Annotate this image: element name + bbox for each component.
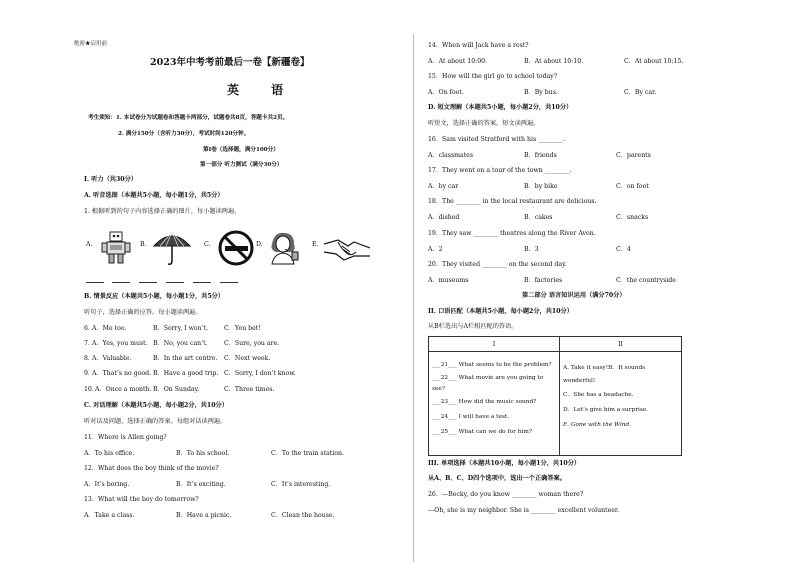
option-b[interactable]: B．Have a picnic.: [176, 512, 232, 519]
question-text: 20．They visited ________ on the second day.: [428, 261, 567, 268]
option-c[interactable]: C．snacks: [616, 214, 649, 221]
option-b[interactable]: B．factories: [524, 277, 563, 284]
option-a[interactable]: A．dished: [428, 214, 460, 221]
pic-label-b: B.: [140, 241, 147, 248]
question-text: 15．How will the girl go to school today?: [428, 73, 558, 80]
option-b[interactable]: B．By bus.: [524, 89, 558, 96]
option-c[interactable]: C．Clean the house.: [271, 512, 335, 519]
answer-blank-2[interactable]: [112, 282, 130, 283]
section-c-instructions: 听对话及问题，选择正确的答案。每组对话读两遍。: [84, 418, 227, 425]
option-c[interactable]: C．4: [616, 246, 631, 253]
option-a[interactable]: A．To his office.: [84, 450, 135, 457]
section-a-heading: A. 听音选图（本题共5小题，每小题1分，共5分）: [84, 192, 224, 199]
notes-line-1: 考生须知：1. 本试卷分为试题卷和答题卡两部分，试题卷共8页，答题卡共2页。: [88, 115, 289, 121]
question-text: 14．When will Jack have a rest?: [428, 42, 529, 49]
option-c[interactable]: C．You bet!: [224, 325, 261, 332]
question-text: 13．What will the boy do tomorrow?: [84, 496, 199, 503]
option-c[interactable]: C．By car.: [624, 89, 657, 96]
option-b[interactable]: B．On Sunday.: [153, 386, 200, 393]
option-a[interactable]: A．At about 10:00.: [428, 58, 488, 65]
umbrella-icon: [152, 230, 192, 266]
option-a[interactable]: A．That’s no good.: [92, 370, 152, 377]
answer-blank-1[interactable]: [86, 282, 104, 283]
option-c[interactable]: C．To the train station.: [271, 450, 344, 457]
question-number: 8．: [84, 355, 95, 362]
option-c[interactable]: C．It’s interesting.: [271, 481, 331, 488]
part2-heading: 第二部分 语言知识运用（满分70分）: [522, 292, 626, 299]
option-a[interactable]: A．Me too.: [92, 325, 127, 332]
section-d-instructions: 听短文，选择正确的答案。短文读两遍。: [428, 120, 540, 127]
listening-heading: I. 听力（共30分）: [84, 176, 137, 183]
option-c[interactable]: C．Sorry, I don’t know.: [224, 370, 296, 377]
sick-girl-icon: [266, 230, 306, 266]
option-b[interactable]: B．To his school.: [176, 450, 230, 457]
option-b[interactable]: B．Have a good trip.: [153, 370, 219, 377]
column-divider: [413, 34, 414, 562]
question-text: 17．They went on a tour of the town ________.: [428, 167, 572, 174]
pic-label-a: A.: [86, 241, 93, 248]
answer-blank-4[interactable]: [166, 282, 184, 283]
option-b[interactable]: B．by bike: [524, 183, 558, 190]
option-c[interactable]: C．the countryside: [616, 277, 676, 284]
page-title: 2023年中考考前最后一卷【新疆卷】: [150, 57, 310, 68]
option-b[interactable]: B．Sorry, I won’t.: [153, 325, 209, 332]
option-a[interactable]: A．Take a class.: [84, 512, 135, 519]
section-ii-instructions: 从B栏选出与A栏相匹配的答语。: [428, 323, 518, 330]
option-a[interactable]: A．museums: [428, 277, 469, 284]
no-smoking-icon: [216, 230, 256, 266]
question-number: 9．: [84, 370, 95, 377]
option-b[interactable]: B．It’s exciting.: [176, 481, 226, 488]
robot-toy-icon: [96, 230, 136, 266]
option-c[interactable]: C．Sure, you are.: [224, 340, 280, 347]
question-26-response: —Oh, she is my neighbor. She is ________ excellent volunteer.: [428, 507, 620, 514]
option-b[interactable]: B．friends: [524, 152, 557, 159]
section-ii-heading: II. 口语匹配（本题共5小题，每小题2分，共10分）: [428, 308, 573, 315]
handshake-icon: [324, 230, 370, 266]
option-a[interactable]: A．Valuable.: [92, 355, 132, 362]
option-c[interactable]: C．on foot: [616, 183, 649, 190]
question-text: 12．What does the boy think of the movie?: [84, 465, 219, 472]
option-a[interactable]: A．2: [428, 246, 443, 253]
option-b[interactable]: B．At about 10:10.: [524, 58, 584, 65]
option-b[interactable]: B．cakes: [524, 214, 553, 221]
match-item-22[interactable]: ___22___ What movie are you going to: [432, 375, 544, 381]
column-i-cell: [429, 352, 560, 456]
section-a-instructions: 1. 根据听到的句子内容选择正确的图片，每小题读两遍。: [84, 208, 241, 215]
answer-blank-3[interactable]: [139, 282, 157, 283]
matching-table: [428, 336, 682, 456]
match-option-ab: A. Take it easy!B．It sounds: [563, 365, 646, 371]
pic-label-d: D.: [256, 241, 263, 248]
column-header-ii: II: [560, 337, 682, 352]
match-item-23[interactable]: ___23___ How did the music sound?: [432, 399, 537, 405]
section-iii-heading: III. 单项选择（本题共10小题，每小题1分，共10分）: [428, 460, 581, 467]
option-a[interactable]: A．It’s boring.: [84, 481, 130, 488]
column-ii-cell: [560, 352, 682, 456]
column-header-i: I: [429, 337, 560, 352]
option-c[interactable]: C．At about 10:15.: [624, 58, 684, 65]
question-text: 16．Sam visited Stratford with his ________.: [428, 136, 565, 143]
section-b-heading: B. 情景反应（本题共5小题，每小题1分，共5分）: [84, 293, 225, 300]
answer-blank-6[interactable]: [220, 282, 238, 283]
option-b[interactable]: B．3: [524, 246, 539, 253]
option-a[interactable]: A．Once a month.: [95, 386, 152, 393]
pic-label-c: C.: [204, 241, 211, 248]
option-a[interactable]: A．Yes, you must.: [92, 340, 148, 347]
volume-heading: 第Ⅰ卷（选择题，满分100分）: [203, 147, 279, 153]
question-number: 7．: [84, 340, 95, 347]
option-c[interactable]: C．Next week.: [224, 355, 271, 362]
section-c-heading: C. 对话理解（本题共5小题，每小题2分，共10分）: [84, 402, 228, 409]
match-option-e: E. Gone with the Wind.: [563, 422, 632, 428]
section-d-heading: D. 短文理解（本题共5小题，每小题2分，共10分）: [428, 104, 573, 111]
option-c[interactable]: C．parents: [616, 152, 651, 159]
notes-line-2: 2. 满分150分（含听力30分），考试时间120分钟。: [118, 131, 250, 137]
question-text: 18．The ________ in the local restaurant are delicious.: [428, 198, 597, 205]
secret-label: 绝密★启用前: [74, 41, 108, 47]
option-b[interactable]: B．No, you can’t.: [153, 340, 208, 347]
question-text: 19．They saw ________ theatres along the River Avon.: [428, 230, 596, 237]
match-option-b-cont: wonderful!: [563, 378, 596, 384]
section-iii-instructions: 从A、B、C、D四个选项中，选出一个正确答案。: [428, 475, 566, 482]
part1-heading: 第一部分 听力测试（满分30分）: [200, 162, 283, 168]
option-a[interactable]: A．by car: [428, 183, 459, 190]
option-a[interactable]: A．classmates: [428, 152, 474, 159]
match-item-25[interactable]: ___25___ What can we do for him?: [432, 429, 532, 435]
match-item-24[interactable]: ___24___ I will have a test.: [432, 414, 510, 420]
question-text: 11．Where is Allen going?: [84, 434, 167, 441]
match-item-22-cont: see?: [432, 386, 445, 392]
question-number: 10．: [84, 386, 99, 393]
answer-blank-5[interactable]: [193, 282, 211, 283]
match-option-c: C．She has a headache.: [563, 392, 634, 398]
option-b[interactable]: B．In the art centre.: [153, 355, 218, 362]
match-option-d: D．Let’s give him a surprise.: [563, 407, 649, 413]
match-item-21[interactable]: ___21___ What seems to be the problem?: [432, 362, 552, 368]
section-b-instructions: 听句子，选择正确的应答。每小题读两遍。: [84, 309, 202, 316]
subject-title: 英 语: [227, 83, 298, 97]
question-26: 26．—Becky, do you know ________ woman there?: [428, 491, 584, 498]
pic-label-e: E.: [312, 241, 319, 248]
option-a[interactable]: A．On foot.: [428, 89, 464, 96]
option-c[interactable]: C．Three times.: [224, 386, 275, 393]
question-number: 6．: [84, 325, 95, 332]
